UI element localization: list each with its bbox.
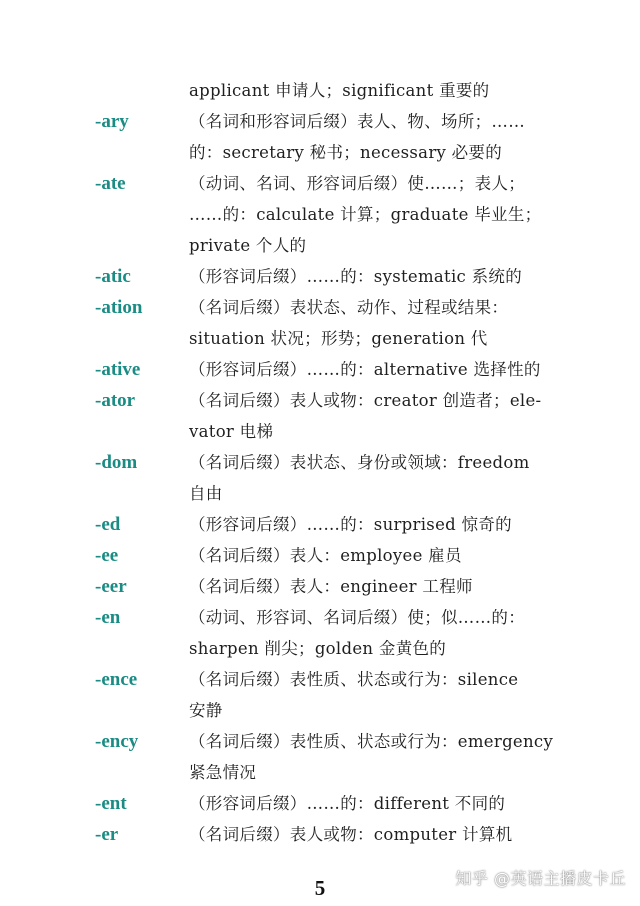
entry-line — [0, 199, 640, 230]
suffix-term: -ator — [95, 390, 136, 411]
entry-line — [0, 168, 640, 199]
entry-line — [0, 757, 640, 788]
entry-line — [0, 137, 640, 168]
entry-line — [0, 788, 640, 819]
entry-line — [0, 819, 640, 850]
definition-text: （名词和形容词后缀）表人、物、场所；…… — [189, 112, 525, 131]
suffix-term: -dom — [95, 452, 138, 473]
entry-line — [0, 633, 640, 664]
entry-line — [0, 695, 640, 726]
definition-text: （名词后缀）表人或物：creator 创造者；ele- — [189, 391, 542, 410]
entry-line — [0, 416, 640, 447]
entry-line — [0, 385, 640, 416]
definition-text: （动词、名词、形容词后缀）使……；表人； — [189, 174, 525, 193]
entry-line — [0, 292, 640, 323]
definition-text: 自由 — [189, 484, 223, 503]
entry-line — [0, 354, 640, 385]
definition-text: （名词后缀）表状态、身份或领域：freedom — [189, 453, 530, 472]
definition-text: 的：secretary 秘书；necessary 必要的 — [189, 143, 503, 162]
suffix-term: -ative — [95, 359, 141, 380]
definition-text: （名词后缀）表人：engineer 工程师 — [189, 577, 473, 596]
definition-text: （形容词后缀）……的：alternative 选择性的 — [189, 360, 541, 379]
definition-text: vator 电梯 — [189, 422, 274, 441]
entry-line — [0, 602, 640, 633]
definition-text: （名词后缀）表性质、状态或行为：silence — [189, 670, 519, 689]
suffix-term: -er — [95, 824, 119, 845]
entry-line — [0, 323, 640, 354]
entry-line — [0, 509, 640, 540]
entry-line — [0, 261, 640, 292]
entry-line — [0, 106, 640, 137]
definition-text: （名词后缀）表人：employee 雇员 — [189, 546, 462, 565]
definition-text: （形容词后缀）……的：surprised 惊奇的 — [189, 515, 512, 534]
suffix-term: -ary — [95, 111, 129, 132]
entry-line — [0, 478, 640, 509]
definition-text: ……的：calculate 计算；graduate 毕业生； — [189, 205, 542, 224]
definition-text: （动词、形容词、名词后缀）使；似……的： — [189, 608, 525, 627]
definition-text: sharpen 削尖；golden 金黄色的 — [189, 639, 447, 658]
suffix-term: -en — [95, 607, 121, 628]
suffix-term: -eer — [95, 576, 127, 597]
definition-text: （形容词后缀）……的：systematic 系统的 — [189, 267, 523, 286]
entry-line — [0, 726, 640, 757]
suffix-term: -ation — [95, 297, 143, 318]
suffix-term: -ate — [95, 173, 126, 194]
definition-text: （名词后缀）表性质、状态或行为：emergency — [189, 732, 554, 751]
suffix-term: -ed — [95, 514, 121, 535]
page-number: 5 — [314, 876, 326, 900]
definition-text: 安静 — [189, 701, 223, 720]
suffix-term: -ee — [95, 545, 119, 566]
entry-line — [0, 75, 640, 106]
entry-line — [0, 664, 640, 695]
definition-text: （名词后缀）表状态、动作、过程或结果： — [189, 298, 509, 317]
suffix-term: -ency — [95, 731, 139, 752]
definition-text: situation 状况；形势；generation 代 — [189, 329, 488, 348]
definition-text: applicant 申请人；significant 重要的 — [189, 81, 490, 100]
definition-text: 紧急情况 — [189, 763, 257, 782]
suffix-term: -atic — [95, 266, 131, 287]
entry-line — [0, 230, 640, 261]
entry-line — [0, 540, 640, 571]
entry-line — [0, 571, 640, 602]
definition-text: （名词后缀）表人或物：computer 计算机 — [189, 825, 513, 844]
entry-line — [0, 447, 640, 478]
suffix-term: -ent — [95, 793, 127, 814]
watermark: 知乎 @英语主播皮卡丘 — [455, 869, 626, 888]
definition-text: private 个人的 — [189, 236, 307, 255]
definition-text: （形容词后缀）……的：different 不同的 — [189, 794, 506, 813]
suffix-term: -ence — [95, 669, 138, 690]
